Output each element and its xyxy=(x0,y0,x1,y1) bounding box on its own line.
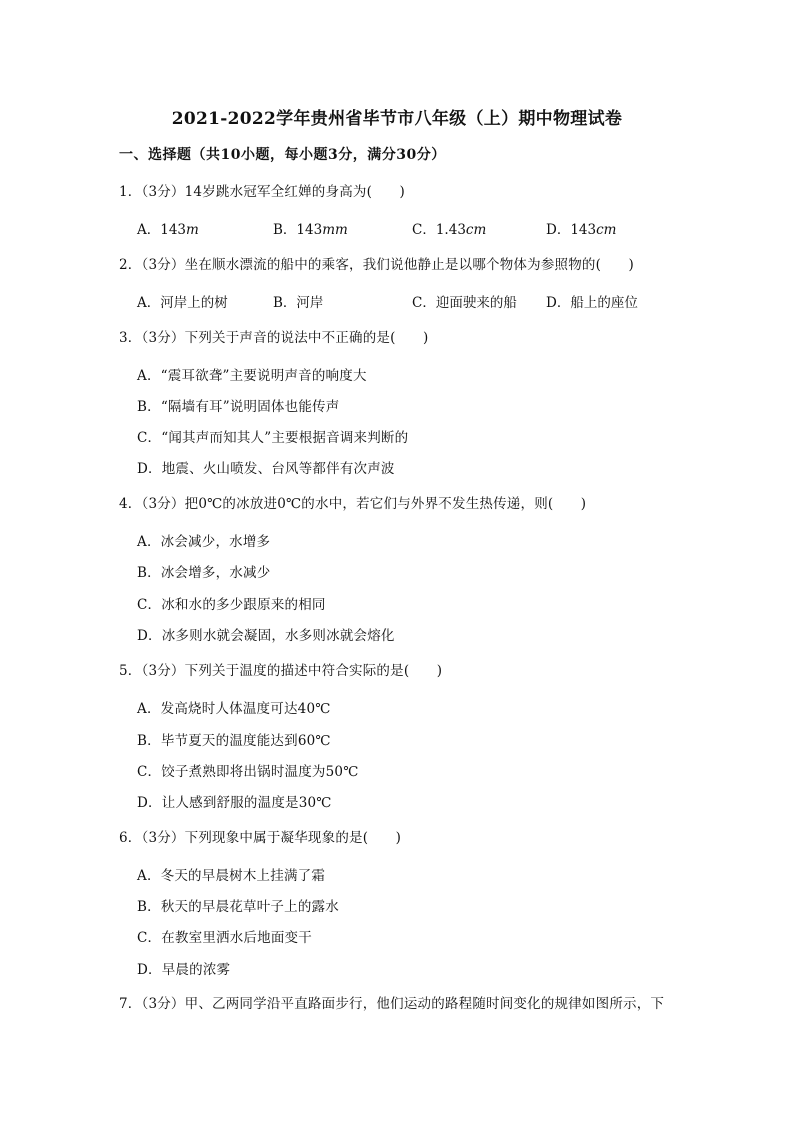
q6-option-b: B．秋天的早晨花草叶子上的露水 xyxy=(137,899,339,915)
q1-option-c: C．1.43cm xyxy=(412,222,487,238)
q1-option-a: A．143m xyxy=(137,222,199,238)
q4-option-b: B．冰会增多，水减少 xyxy=(137,565,271,581)
q2-option-c: C．迎面驶来的船 xyxy=(412,295,517,311)
question-2-options xyxy=(0,291,794,311)
q2-option-b: B．河岸 xyxy=(273,295,324,311)
q4-option-c: C．冰和水的多少跟原来的相同 xyxy=(137,597,326,613)
q3-option-b: B．“隔墙有耳”说明固体也能传声 xyxy=(137,399,340,415)
q5-option-c: C．饺子煮熟即将出锅时温度为50℃ xyxy=(137,764,359,780)
exam-title: 2021-2022学年贵州省毕节市八年级（上）期中物理试卷 xyxy=(171,109,623,129)
q3-option-a: A．“震耳欲聋”主要说明声音的响度大 xyxy=(137,368,367,384)
q1-option-b: B．143mm xyxy=(273,222,348,238)
question-6-stem: 6．（3分）下列现象中属于凝华现象的是( ) xyxy=(119,830,402,846)
q4-option-a: A．冰会减少，水增多 xyxy=(137,534,271,550)
q2-option-a: A．河岸上的树 xyxy=(137,295,228,311)
section-heading: 一、选择题（共10小题，每小题3分，满分30分） xyxy=(119,147,446,163)
question-3-stem: 3．（3分）下列关于声音的说法中不正确的是( ) xyxy=(119,330,429,346)
q1-option-d: D．143cm xyxy=(546,222,617,238)
q5-option-b: B．毕节夏天的温度能达到60℃ xyxy=(137,733,331,749)
question-4-stem: 4．（3分）把0℃的冰放进0℃的水中，若它们与外界不发生热传递，则( ) xyxy=(119,496,587,512)
question-2-stem: 2．（3分）坐在顺水漂流的船中的乘客，我们说他静止是以哪个物体为参照物的( ) xyxy=(119,257,634,273)
q6-option-d: D．早晨的浓雾 xyxy=(137,962,231,978)
q4-option-d: D．冰多则水就会凝固，水多则冰就会熔化 xyxy=(137,628,395,644)
question-7-stem: 7．（3分）甲、乙两同学沿平直路面步行，他们运动的路程随时间变化的规律如图所示，下 xyxy=(119,996,665,1012)
q2-option-d: D．船上的座位 xyxy=(546,295,638,311)
question-5-stem: 5．（3分）下列关于温度的描述中符合实际的是( ) xyxy=(119,663,443,679)
q5-option-a: A．发高烧时人体温度可达40℃ xyxy=(137,701,331,717)
question-1-options xyxy=(0,218,794,238)
q3-option-d: D．地震、火山喷发、台风等都伴有次声波 xyxy=(137,461,395,477)
q5-option-d: D．让人感到舒服的温度是30℃ xyxy=(137,795,332,811)
q6-option-a: A．冬天的早晨树木上挂满了霜 xyxy=(137,868,326,884)
q6-option-c: C．在教室里洒水后地面变干 xyxy=(137,930,312,946)
question-1-stem: 1．（3分）14岁跳水冠军全红婵的身高为( ) xyxy=(119,184,405,200)
q3-option-c: C．“闻其声而知其人”主要根据音调来判断的 xyxy=(137,430,409,446)
